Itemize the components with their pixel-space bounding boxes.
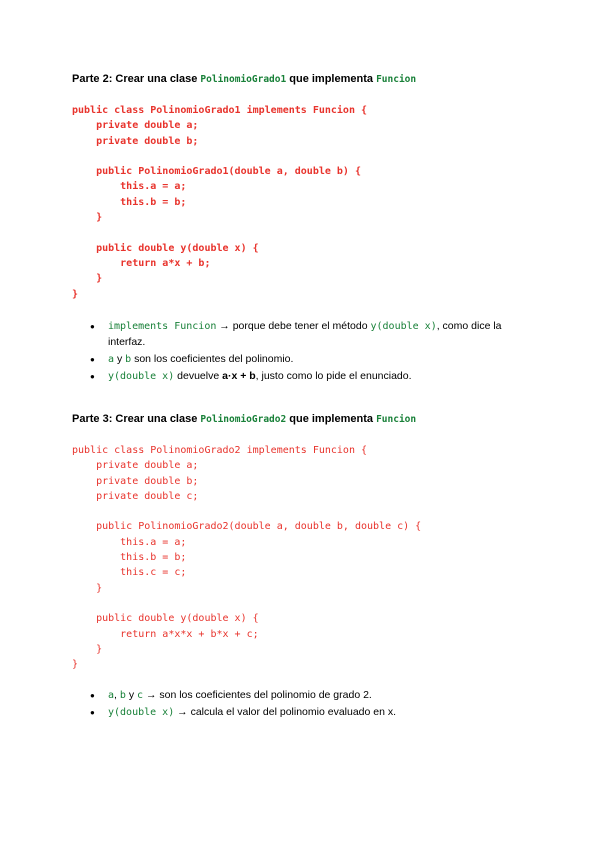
inline-code: y(double x) [108, 370, 175, 382]
heading-interface-name: Funcion [376, 74, 417, 85]
heading-text: Parte 3: Crear una clase [72, 413, 201, 425]
list-item [90, 705, 530, 721]
code-block-parte2: public class PolinomioGrado1 implements Funcion { private double a; private double b; public PolinomioGrado1(double a, double b) { this.a = a; this.b = b; } public double y(double x) { return a*x + b; } } [72, 105, 368, 300]
list-text: devuelve [174, 369, 223, 382]
bold-formula: a·x + b [222, 369, 256, 382]
heading-text: Parte 2: Crear una clase [72, 73, 201, 85]
heading-text: que implementa [286, 73, 377, 85]
inline-code: y(double x) [370, 321, 437, 332]
section-heading-parte2 [72, 73, 416, 85]
inline-code: y(double x) [108, 707, 175, 718]
list-text: → porque debe tener el método [216, 320, 371, 332]
inline-code: a [108, 690, 115, 701]
list-text: y [125, 689, 137, 701]
inline-code: c [137, 690, 144, 701]
inline-code: b [125, 353, 132, 365]
list-text: , [114, 689, 120, 701]
inline-code: b [119, 690, 126, 701]
list-text: son los coeficientes del polinomio. [131, 352, 294, 365]
heading-interface-name: Funcion [376, 414, 417, 425]
bullet-list-parte2 [90, 319, 530, 386]
list-text: , como dice la interfaz. [108, 320, 502, 348]
list-item [90, 688, 530, 704]
list-item [90, 369, 530, 385]
inline-code: implements Funcion [108, 321, 217, 332]
list-text: → son los coeficientes del polinomio de grado 2. [143, 689, 372, 701]
list-text: y [114, 352, 126, 365]
bullet-list-parte3 [90, 688, 530, 722]
inline-code: a [108, 353, 115, 365]
heading-class-name: PolinomioGrado2 [200, 414, 287, 425]
list-item [90, 319, 530, 350]
list-item [90, 352, 530, 368]
section-heading-parte3 [72, 413, 416, 425]
list-text: , justo como lo pide el enunciado. [255, 369, 412, 382]
code-block-parte3: public class PolinomioGrado2 implements Funcion { private double a; private double b; private double c; public PolinomioGrado2(double a, double b, double c) { this.a = a; this.b = b; this.c = c; } public double y(double x) { return a*x*x + b*x + c; } } [72, 445, 422, 671]
heading-text: que implementa [286, 413, 377, 425]
list-text: → calcula el valor del polinomio evaluado en x. [174, 706, 397, 718]
heading-class-name: PolinomioGrado1 [200, 74, 287, 85]
